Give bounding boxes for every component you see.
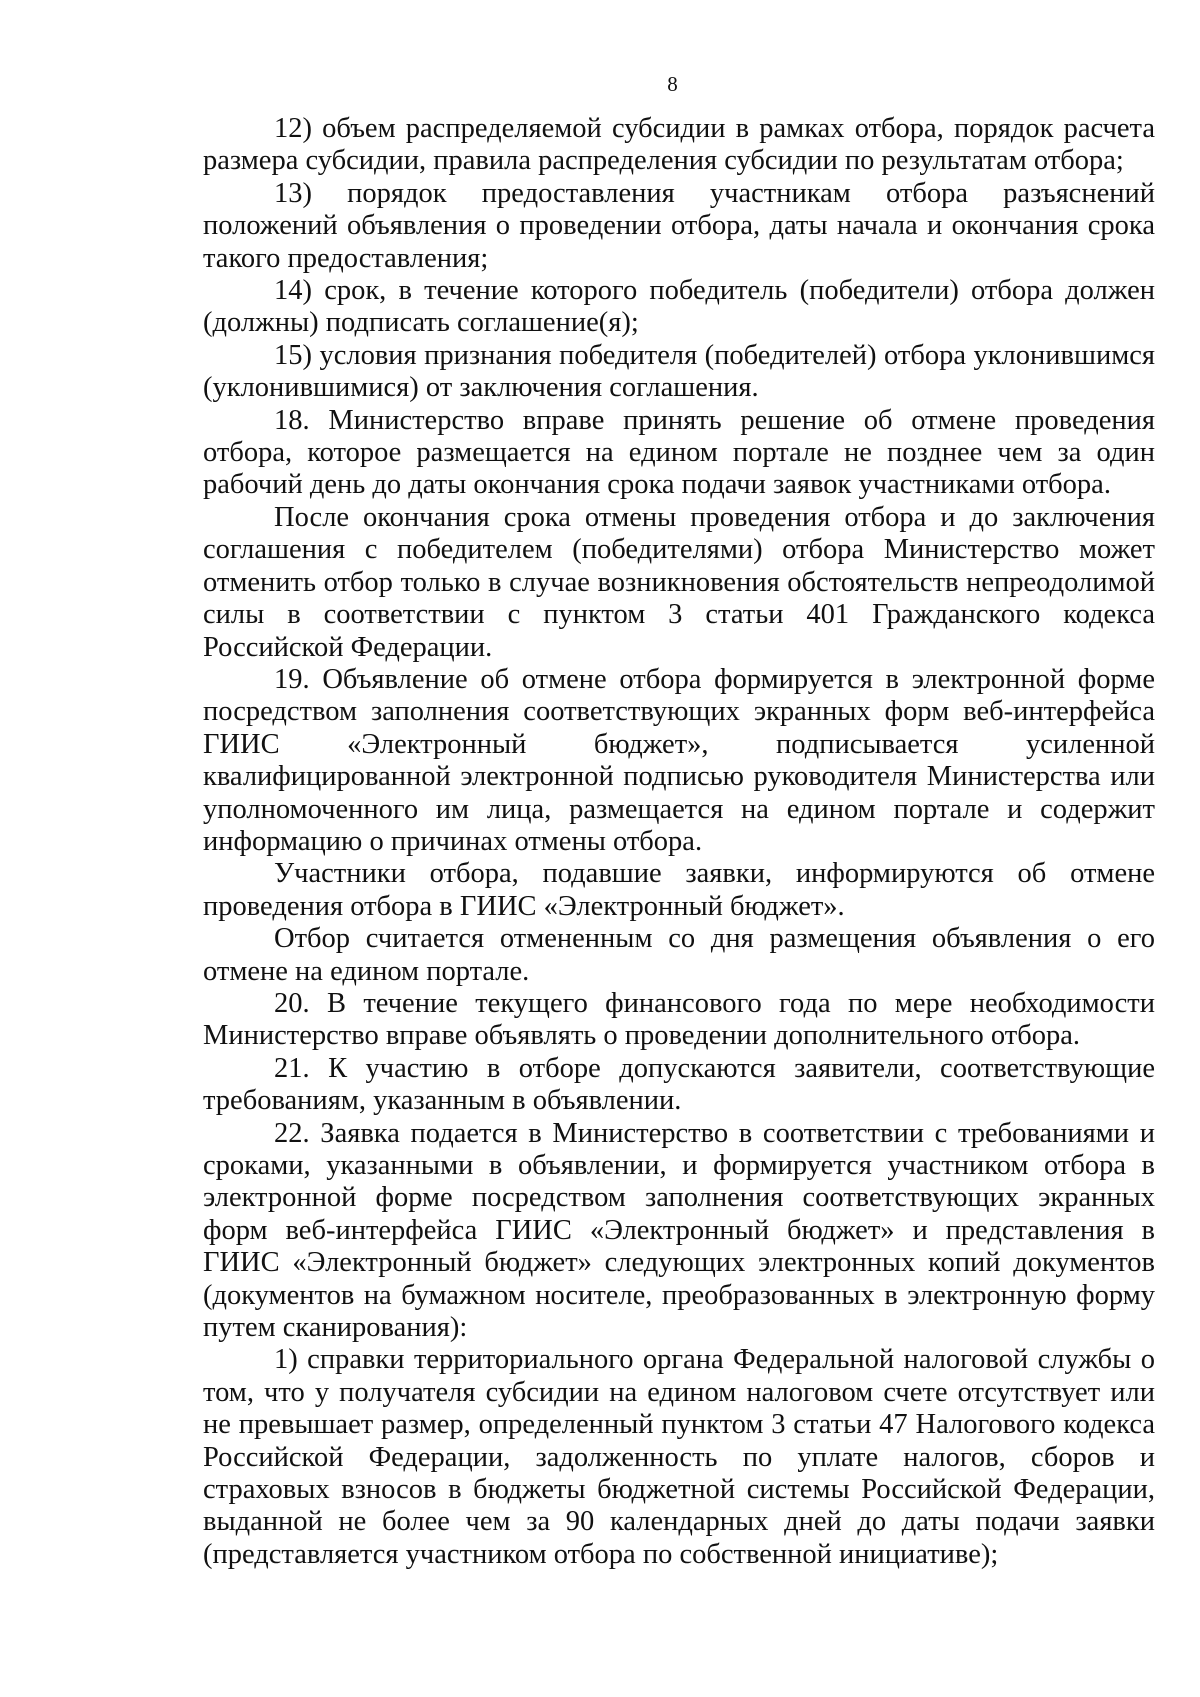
page-number: 8 [667, 72, 678, 96]
paragraph-clause-18: 18. Министерство вправе принять решение об отмене проведения отбора, которое размещается на едином портале не позднее чем за один рабочий день до даты окончания срока подачи заявок участниками отбора. [203, 404, 1155, 501]
paragraph-clause-21: 21. К участию в отборе допускаются заявители, соответствующие требованиям, указанным в объявлении. [203, 1052, 1155, 1117]
paragraph-clause-19-cancelled: Отбор считается отмененным со дня размещения объявления о его отмене на едином портале. [203, 923, 1155, 987]
paragraph-clause-22-item-1: 1) справки территориального органа Федеральной налоговой службы о том, что у получателя субсидии на едином налоговом счете отсутствует или не превышает размер, определенный пунктом 3 статьи 47 Налогового кодекса Российской Федерации, задолженность по уплате налогов, сборов и страховых взносов в бюджеты бюджетной системы Российской Федерации, выданной не более чем за 90 календарных дней до даты подачи заявки (представляется участником отбора по собственной инициативе); [203, 1344, 1155, 1570]
paragraph-clause-19: 19. Объявление об отмене отбора формируется в электронной форме посредством заполнения соответствующих экранных форм веб-интерфейса ГИИС «Электронный бюджет», подписывается усиленной квалифицированной электронной подписью руководителя Министерства или уполномоченного им лица, размещается на едином портале и содержит информацию о причинах отмены отбора. [203, 663, 1155, 857]
paragraph-item-14: 14) срок, в течение которого победитель (победители) отбора должен (должны) подписать соглашение(я); [203, 275, 1155, 339]
document-body [203, 113, 1155, 1571]
paragraph-clause-22: 22. Заявка подается в Министерство в соответствии с требованиями и сроками, указанными в объявлении, и формируется участником отбора в электронной форме посредством заполнения соответствующих экранных форм веб-интерфейса ГИИС «Электронный бюджет» и представления в ГИИС «Электронный бюджет» следующих электронных копий документов (документов на бумажном носителе, преобразованных в электронную форму путем сканирования): [203, 1117, 1155, 1344]
paragraph-item-12: 12) объем распределяемой субсидии в рамках отбора, порядок расчета размера субсидии, правила распределения субсидии по результатам отбора; [203, 113, 1155, 177]
paragraph-clause-18-continuation: После окончания срока отмены проведения отбора и до заключения соглашения с победителем (победителями) отбора Министерство может отменить отбор только в случае возникновения обстоятельств непреодолимой силы в соответствии с пунктом 3 статьи 401 Гражданского кодекса Российской Федерации. [203, 501, 1155, 663]
paragraph-item-13: 13) порядок предоставления участникам отбора разъяснений положений объявления о проведении отбора, даты начала и окончания срока такого предоставления; [203, 177, 1155, 274]
paragraph-item-15: 15) условия признания победителя (победителей) отбора уклонившимся (уклонившимися) от заключения соглашения. [203, 339, 1155, 404]
paragraph-clause-19-participants: Участники отбора, подавшие заявки, информируются об отмене проведения отбора в ГИИС «Электронный бюджет». [203, 858, 1155, 922]
paragraph-clause-20: 20. В течение текущего финансового года по мере необходимости Министерство вправе объявлять о проведении дополнительного отбора. [203, 987, 1155, 1052]
